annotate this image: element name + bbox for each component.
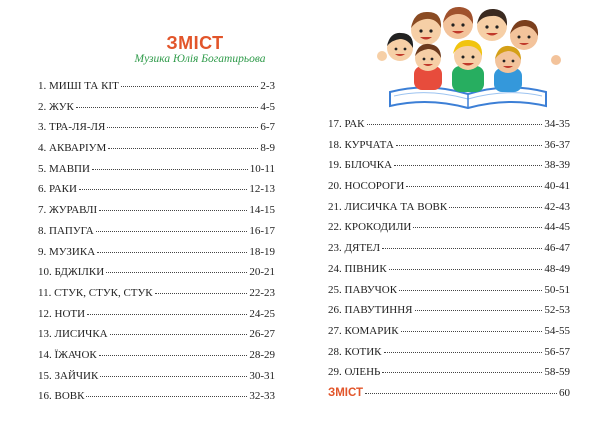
toc-entry[interactable] xyxy=(328,241,570,262)
toc-entry-pages: 14-15 xyxy=(249,204,275,217)
toc-entry-title: 23. ДЯТЕЛ xyxy=(328,242,381,255)
toc-entry-title: 1. МИШІ ТА КІТ xyxy=(38,80,119,92)
toc-entry-title: 15. ЗАЙЧИК xyxy=(38,369,99,382)
toc-entry-title: 11. СТУК, СТУК, СТУК xyxy=(38,286,153,299)
toc-leader-dots xyxy=(96,223,248,232)
toc-entry[interactable] xyxy=(328,220,570,241)
toc-entry-title: 6. РАКИ xyxy=(38,183,77,196)
toc-entry-title: 21. ЛИСИЧКА ТА ВОВК xyxy=(328,200,448,213)
toc-leader-dots xyxy=(100,368,247,377)
toc-entry-pages: 46-47 xyxy=(544,242,570,255)
toc-leader-dots xyxy=(449,199,542,208)
toc-entry-title: 9. МУЗИКА xyxy=(38,245,96,258)
toc-entry-title: 19. БІЛОЧКА xyxy=(328,159,393,172)
toc-leader-dots xyxy=(99,347,248,356)
toc-leader-dots xyxy=(399,282,542,291)
toc-leader-dots xyxy=(382,364,542,373)
toc-entry-pages: 2-3 xyxy=(260,80,275,92)
toc-entry-pages: 10-11 xyxy=(249,162,275,175)
toc-entry-title: 10. БДЖІЛКИ xyxy=(38,266,105,279)
toc-leader-dots xyxy=(108,140,258,149)
toc-entry-contents[interactable] xyxy=(328,386,570,407)
toc-entry-title: ЗМІСТ xyxy=(328,386,364,399)
toc-leader-dots xyxy=(86,388,247,397)
child-face-icon xyxy=(443,7,473,39)
child-face-icon xyxy=(452,40,484,92)
toc-entry-pages: 56-57 xyxy=(544,345,570,358)
child-face-icon xyxy=(414,44,442,90)
toc-entry-pages: 18-19 xyxy=(249,245,275,258)
toc-entry-pages: 50-51 xyxy=(544,283,570,296)
toc-entry-title: 7. ЖУРАВЛІ xyxy=(38,204,98,217)
toc-entry[interactable] xyxy=(328,138,570,159)
toc-leader-dots xyxy=(367,116,543,125)
toc-leader-dots xyxy=(382,240,542,249)
toc-entry-title: 8. ПАПУГА xyxy=(38,224,94,237)
toc-entry[interactable] xyxy=(38,120,275,141)
toc-leader-dots xyxy=(76,99,259,108)
toc-entry[interactable] xyxy=(38,182,275,203)
toc-leader-dots xyxy=(99,202,247,211)
toc-entry-title: 18. КУРЧАТА xyxy=(328,138,394,151)
toc-entry-pages: 58-59 xyxy=(544,366,570,379)
toc-entry-pages: 4-5 xyxy=(260,100,275,113)
toc-leader-dots xyxy=(87,306,247,315)
toc-leader-dots xyxy=(79,181,247,190)
toc-entry-pages: 26-27 xyxy=(249,328,275,341)
toc-entry[interactable] xyxy=(38,369,275,390)
toc-entry-title: 17. РАК xyxy=(328,118,365,130)
child-face-icon xyxy=(477,9,507,41)
toc-leader-dots xyxy=(107,119,258,128)
toc-leader-dots xyxy=(97,244,247,253)
toc-entry-title: 4. АКВАРІУМ xyxy=(38,142,107,155)
toc-entry[interactable] xyxy=(328,179,570,200)
toc-entry[interactable] xyxy=(38,141,275,162)
toc-entry-title: 22. КРОКОДИЛИ xyxy=(328,221,412,234)
toc-entry-pages: 8-9 xyxy=(260,142,275,155)
toc-entry[interactable] xyxy=(38,307,275,328)
toc-entry-pages: 22-23 xyxy=(249,286,275,299)
toc-entry-pages: 48-49 xyxy=(544,262,570,275)
toc-entry-title: 28. КОТИК xyxy=(328,345,382,358)
toc-entry-pages: 44-45 xyxy=(544,221,570,234)
toc-entry-pages: 52-53 xyxy=(544,304,570,317)
toc-entry-pages: 12-13 xyxy=(249,183,275,196)
toc-leader-dots xyxy=(365,385,557,394)
toc-entry[interactable] xyxy=(328,365,570,386)
toc-entry-title: 14. ЇЖАЧОК xyxy=(38,348,97,361)
toc-entry-title: 25. ПАВУЧОК xyxy=(328,283,398,296)
toc-entry-title: 27. КОМАРИК xyxy=(328,324,399,337)
toc-entry-title: 16. ВОВК xyxy=(38,390,85,403)
toc-leader-dots xyxy=(389,261,543,270)
toc-leader-dots xyxy=(110,326,248,335)
toc-entry-title: 2. ЖУК xyxy=(38,100,74,113)
toc-entry-title: 12. НОТИ xyxy=(38,307,86,320)
toc-entry-pages: 16-17 xyxy=(249,224,275,237)
toc-entry[interactable] xyxy=(328,324,570,345)
toc-leader-dots xyxy=(106,264,247,273)
toc-entry-pages: 20-21 xyxy=(249,266,275,279)
toc-leader-dots xyxy=(384,344,543,353)
toc-entry-title: 13. ЛИСИЧКА xyxy=(38,328,108,341)
toc-entry[interactable] xyxy=(328,345,570,366)
toc-leader-dots xyxy=(413,219,542,228)
toc-entry-pages: 38-39 xyxy=(544,159,570,172)
toc-entry[interactable] xyxy=(38,100,275,121)
toc-leader-dots xyxy=(415,302,543,311)
toc-entry-pages: 6-7 xyxy=(260,121,275,134)
toc-entry[interactable] xyxy=(328,303,570,324)
toc-entry-pages: 54-55 xyxy=(544,324,570,337)
toc-entry-title: 3. ТРА-ЛЯ-ЛЯ xyxy=(38,121,106,134)
toc-entry-pages: 60 xyxy=(559,386,570,399)
toc-leader-dots xyxy=(121,78,259,87)
toc-entry-pages: 36-37 xyxy=(544,138,570,151)
toc-entry-title: 5. МАВПИ xyxy=(38,162,90,175)
toc-entry[interactable] xyxy=(328,200,570,221)
toc-leader-dots xyxy=(396,137,543,146)
toc-entry-pages: 32-33 xyxy=(249,390,275,403)
toc-entry-pages: 42-43 xyxy=(544,200,570,213)
toc-entry[interactable] xyxy=(328,262,570,283)
toc-entry-pages: 34-35 xyxy=(544,118,570,130)
toc-leader-dots xyxy=(92,161,248,170)
toc-entry[interactable] xyxy=(38,348,275,369)
toc-leader-dots xyxy=(155,285,248,294)
toc-entry[interactable] xyxy=(328,158,570,179)
page-title: ЗМІСТ xyxy=(166,33,224,53)
child-face-icon xyxy=(494,46,522,92)
children-reading-illustration xyxy=(368,2,568,114)
child-face-icon xyxy=(510,20,538,50)
toc-entry[interactable] xyxy=(328,117,570,138)
page-subtitle: Музика Юлія Богатирьова xyxy=(134,53,266,65)
toc-entry[interactable] xyxy=(38,245,275,266)
toc-entry-title: 24. ПІВНИК xyxy=(328,262,387,275)
toc-entry-title: 26. ПАВУТИННЯ xyxy=(328,304,413,317)
toc-entry[interactable] xyxy=(38,224,275,245)
child-face-icon xyxy=(387,33,413,61)
toc-entry-title: 29. ОЛЕНЬ xyxy=(328,366,381,379)
toc-entry[interactable] xyxy=(38,286,275,307)
child-face-icon xyxy=(411,12,441,45)
toc-leader-dots xyxy=(394,157,542,166)
toc-entry[interactable] xyxy=(38,203,275,224)
toc-entry[interactable] xyxy=(38,389,275,410)
toc-entry-pages: 28-29 xyxy=(249,348,275,361)
toc-leader-dots xyxy=(406,178,542,187)
toc-entry[interactable] xyxy=(328,283,570,304)
toc-entry-pages: 40-41 xyxy=(544,180,570,193)
toc-entry-title: 20. НОСОРОГИ xyxy=(328,180,405,193)
toc-entry-pages: 24-25 xyxy=(249,307,275,320)
toc-right-column xyxy=(328,117,570,407)
toc-left-column xyxy=(38,79,275,410)
toc-leader-dots xyxy=(401,323,543,332)
toc-entry[interactable] xyxy=(38,79,275,100)
toc-entry[interactable] xyxy=(38,265,275,286)
toc-entry-pages: 30-31 xyxy=(249,369,275,382)
toc-entry[interactable] xyxy=(38,327,275,348)
toc-entry[interactable] xyxy=(38,162,275,183)
